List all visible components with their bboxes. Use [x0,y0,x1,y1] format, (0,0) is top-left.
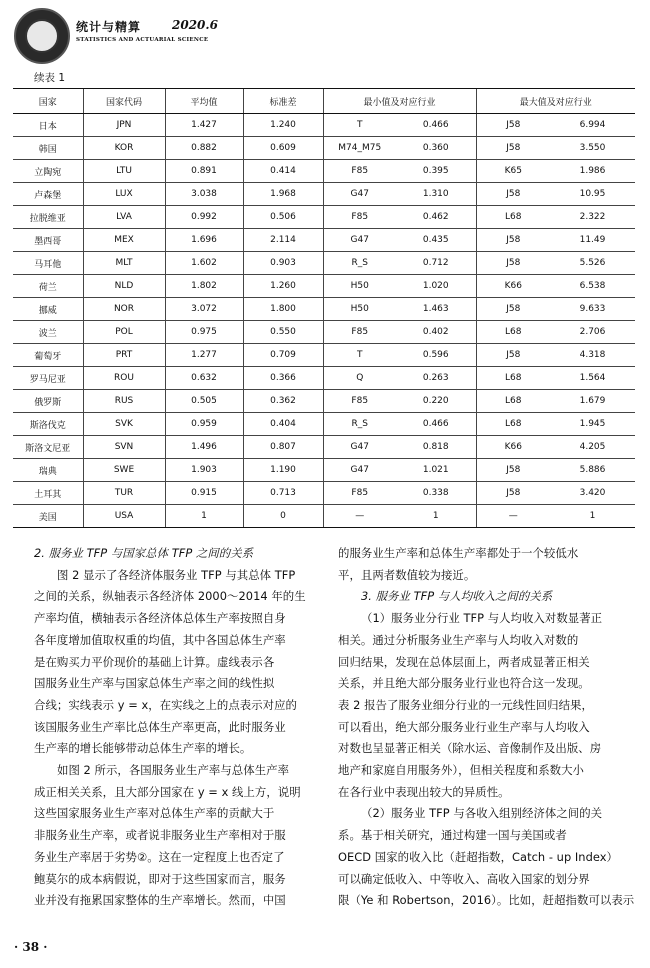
table-cell: T [323,344,396,367]
table-cell: 0.402 [396,321,476,344]
table-cell: 美国 [13,505,83,528]
table-cell: J58 [476,459,550,482]
table-cell: 0.366 [243,367,323,390]
table-cell: 0.550 [243,321,323,344]
table-cell: NLD [83,275,165,298]
table-cell: J58 [476,114,550,137]
table-cell: G47 [323,183,396,206]
table-row [13,413,635,436]
table-cell: L68 [476,390,550,413]
table-cell: 0.506 [243,206,323,229]
table-cell: 5.526 [550,252,635,275]
table-cell: 0.713 [243,482,323,505]
table-row [13,137,635,160]
table-cell: 0.395 [396,160,476,183]
journal-subtitle: STATISTICS AND ACTUARIAL SCIENCE [76,37,209,43]
table-cell: MEX [83,229,165,252]
table-cell: J58 [476,229,550,252]
table-cell: 9.633 [550,298,635,321]
table-cell: H50 [323,275,396,298]
table-row [13,436,635,459]
table-cell: R_S [323,252,396,275]
table-cell: 波兰 [13,321,83,344]
text-line: 限（Ye 和 Robertson，2016）。比如，赶超指数可以表示 [338,893,635,908]
table-cell: 1.021 [396,459,476,482]
table-cell: 0.915 [165,482,243,505]
table-cell: 罗马尼亚 [13,367,83,390]
table-cell: NOR [83,298,165,321]
text-line: 业并没有拖累国家整体的生产率增长。然而，中国 [34,893,286,908]
table-cell: 0.712 [396,252,476,275]
table-row [13,160,635,183]
table-cell: 0.818 [396,436,476,459]
table-cell: SVK [83,413,165,436]
table-cell: 0.338 [396,482,476,505]
table-cell: 0.360 [396,137,476,160]
table-row [13,459,635,482]
table-cell: 0.505 [165,390,243,413]
table-cell: L68 [476,367,550,390]
table-cell: RUS [83,390,165,413]
text-line: 产率均值，横轴表示各经济体总体生产率按照自身 [34,611,286,626]
table-cell: 0.632 [165,367,243,390]
text-line: 务业生产率居于劣势②。这在一定程度上也否定了 [34,849,285,864]
table-cell: 1.190 [243,459,323,482]
table-cell: 墨西哥 [13,229,83,252]
table-cell: POL [83,321,165,344]
text-line: 图 2 显示了各经济体服务业 TFP 与其总体 TFP [57,567,296,582]
header-country-code: 国家代码 [83,89,165,114]
table-cell: 0.975 [165,321,243,344]
table-row [13,505,635,528]
text-line: 对数也呈显著正相关（除水运、音像制作及出版、房 [338,741,602,756]
table-cell: 1.463 [396,298,476,321]
table-cell: F85 [323,206,396,229]
table-cell: 1.310 [396,183,476,206]
table-cell: 3.550 [550,137,635,160]
table-cell: 1.679 [550,390,635,413]
header-min: 最小值及对应行业 [323,89,476,114]
table-cell: 11.49 [550,229,635,252]
table-cell: JPN [83,114,165,137]
table-cell: LUX [83,183,165,206]
table-cell: 0.466 [396,114,476,137]
table-cell: 0.709 [243,344,323,367]
text-line: OECD 国家的收入比（赶超指数，Catch - up Index） [338,849,618,864]
table-cell: 荷兰 [13,275,83,298]
table-cell: J58 [476,183,550,206]
table-cell: 4.318 [550,344,635,367]
table-cell: 1.496 [165,436,243,459]
table-cell: USA [83,505,165,528]
text-line: 可以确定低收入、中等收入、高收入国家的划分界 [338,871,590,886]
table-cell: 俄罗斯 [13,390,83,413]
table-cell: 0.891 [165,160,243,183]
table-cell: 卢森堡 [13,183,83,206]
table-cell: TUR [83,482,165,505]
table-cell: 1.602 [165,252,243,275]
table-cell: 挪威 [13,298,83,321]
table-cell: G47 [323,229,396,252]
text-line: 在各行业中表现出较大的异质性。 [338,784,510,799]
table-cell: L68 [476,321,550,344]
text-line: 如图 2 所示，各国服务业生产率与总体生产率 [57,763,290,778]
table-cell: 0.466 [396,413,476,436]
table-caption: 续表 1 [34,72,66,84]
table-cell: F85 [323,482,396,505]
table-cell: 0.807 [243,436,323,459]
table-cell: 1.260 [243,275,323,298]
table-cell: 1.240 [243,114,323,137]
table-cell: 马耳他 [13,252,83,275]
table-row [13,344,635,367]
table-cell: 1.945 [550,413,635,436]
table-cell: 拉脱维亚 [13,206,83,229]
table-row [13,367,635,390]
table-row [13,206,635,229]
table-cell: J58 [476,137,550,160]
table-cell: 1.277 [165,344,243,367]
table-cell: 斯洛伐克 [13,413,83,436]
text-line: 回归结果，发现在总体层面上，两者成显著正相关 [338,654,590,669]
table-cell: 葡萄牙 [13,344,83,367]
text-line: 的服务业生产率和总体生产率都处于一个较低水 [338,546,579,560]
table-cell: 1.427 [165,114,243,137]
page-number: · 38 · [14,940,48,954]
text-line: 这些国家服务业生产率对总体生产率的贡献大于 [34,806,275,821]
text-line: 系。基于相关研究，通过构建一国与美国或者 [338,828,567,843]
table-cell: 3.038 [165,183,243,206]
table-cell: 韩国 [13,137,83,160]
table-row [13,390,635,413]
table-cell: MLT [83,252,165,275]
table-cell: 1.802 [165,275,243,298]
header-mean: 平均值 [165,89,243,114]
table-cell: 0.435 [396,229,476,252]
table-row [13,298,635,321]
table-cell: 0.609 [243,137,323,160]
table-cell: Q [323,367,396,390]
text-line: 之间的关系，纵轴表示各经济体 2000～2014 年的生 [34,589,306,604]
table-cell: 3.420 [550,482,635,505]
journal-logo-icon [14,8,70,64]
right-text-column [338,543,635,912]
table-cell: SWE [83,459,165,482]
table-cell: F85 [323,160,396,183]
table-cell: T [323,114,396,137]
table-cell: J58 [476,298,550,321]
table-cell: R_S [323,413,396,436]
text-line: 可以看出，绝大部分服务业行业生产率与人均收入 [338,719,590,734]
text-line: 3. 服务业 TFP 与人均收入之间的关系 [361,589,553,604]
table-cell: PRT [83,344,165,367]
table-cell: 瑞典 [13,459,83,482]
table-cell: 1.696 [165,229,243,252]
text-line: 关系，并且绝大部分服务业行业也符合这一发现。 [338,676,590,691]
table-cell: 1.968 [243,183,323,206]
text-line: 国服务业生产率与国家总体生产率之间的线性拟 [34,676,275,691]
table-cell: 1 [165,505,243,528]
country-tfp-table [13,88,635,528]
table-cell: K66 [476,436,550,459]
table-cell: 土耳其 [13,482,83,505]
table-cell: 1.800 [243,298,323,321]
text-line: （1）服务业分行业 TFP 与人均收入对数显著正 [361,611,603,626]
text-line: 各年度增加值取权重的均值，其中各国总体生产率 [34,632,286,647]
table-cell: 1.020 [396,275,476,298]
table-cell: 6.538 [550,275,635,298]
table-cell: 0.220 [396,390,476,413]
text-line: 合线；实线表示 y = x，在实线之上的点表示对应的 [34,697,298,712]
table-cell: 0.959 [165,413,243,436]
table-cell: 3.072 [165,298,243,321]
table-cell: 4.205 [550,436,635,459]
text-line: 生产率的增长能够带动总体生产率的增长。 [34,741,252,756]
table-row [13,183,635,206]
text-line: 地产和家庭自用服务外），但相关程度和系数大小 [338,763,584,778]
table-cell: 0.263 [396,367,476,390]
table-cell: 0.362 [243,390,323,413]
journal-title: 统计与精算 [76,20,142,34]
table-cell: H50 [323,298,396,321]
table-cell: 2.322 [550,206,635,229]
table-row [13,275,635,298]
journal-header [14,6,634,66]
table-cell: 0.404 [243,413,323,436]
text-line: 表 2 报告了服务业细分行业的一元线性回归结果， [338,697,593,712]
table-cell: L68 [476,413,550,436]
table-cell: G47 [323,436,396,459]
table-cell: K65 [476,160,550,183]
header-std: 标准差 [243,89,323,114]
table-cell: K66 [476,275,550,298]
table-cell: 斯洛文尼亚 [13,436,83,459]
text-line: 鲍莫尔的成本病假说，即对于这些国家而言，服务 [34,871,286,886]
table-cell: 0.992 [165,206,243,229]
journal-issue: 2020.6 [172,18,218,32]
table-row [13,229,635,252]
table-cell: 5.886 [550,459,635,482]
table-cell: M74_M75 [323,137,396,160]
header-country: 国家 [13,89,83,114]
text-line: （2）服务业 TFP 与各收入组别经济体之间的关 [361,806,603,821]
text-line: 该国服务业生产率比总体生产率更高，此时服务业 [34,719,286,734]
table-cell: L68 [476,206,550,229]
table-cell: 6.994 [550,114,635,137]
table-cell: J58 [476,252,550,275]
text-line: 相关。通过分析服务业生产率与人均收入对数的 [338,632,579,647]
table-header-row [13,89,635,114]
table-cell: — [476,505,550,528]
header-max: 最大值及对应行业 [476,89,635,114]
table-cell: 0 [243,505,323,528]
table-cell: 1.986 [550,160,635,183]
table-cell: 1.903 [165,459,243,482]
table-cell: F85 [323,390,396,413]
table-row [13,114,635,137]
table-cell: SVN [83,436,165,459]
table-cell: 1 [396,505,476,528]
table-cell: KOR [83,137,165,160]
table-cell: ROU [83,367,165,390]
table-row [13,252,635,275]
left-text-column [34,543,314,912]
table-cell: 日本 [13,114,83,137]
table-cell: 2.706 [550,321,635,344]
table-cell: 立陶宛 [13,160,83,183]
table-cell: F85 [323,321,396,344]
table-cell: 1.564 [550,367,635,390]
table-cell: 10.95 [550,183,635,206]
table-cell: 1 [550,505,635,528]
table-cell: 0.903 [243,252,323,275]
table-cell: 2.114 [243,229,323,252]
text-line: 非服务业生产率，或者说非服务业生产率相对于服 [34,828,286,843]
table-cell: LTU [83,160,165,183]
table-cell: 0.882 [165,137,243,160]
table-row [13,321,635,344]
table-cell: — [323,505,396,528]
text-line: 平，且两者数值较为接近。 [338,567,476,582]
text-line: 2. 服务业 TFP 与国家总体 TFP 之间的关系 [34,546,254,560]
table-cell: 0.596 [396,344,476,367]
table-cell: G47 [323,459,396,482]
text-line: 是在购买力平价现价的基础上计算。虚线表示各 [34,654,275,669]
text-line: 成正相关关系，且大部分国家在 y = x 线上方，说明 [34,784,301,799]
table-row [13,482,635,505]
table-cell: 0.462 [396,206,476,229]
table-cell: 0.414 [243,160,323,183]
table-cell: J58 [476,482,550,505]
table-cell: LVA [83,206,165,229]
table-cell: J58 [476,344,550,367]
